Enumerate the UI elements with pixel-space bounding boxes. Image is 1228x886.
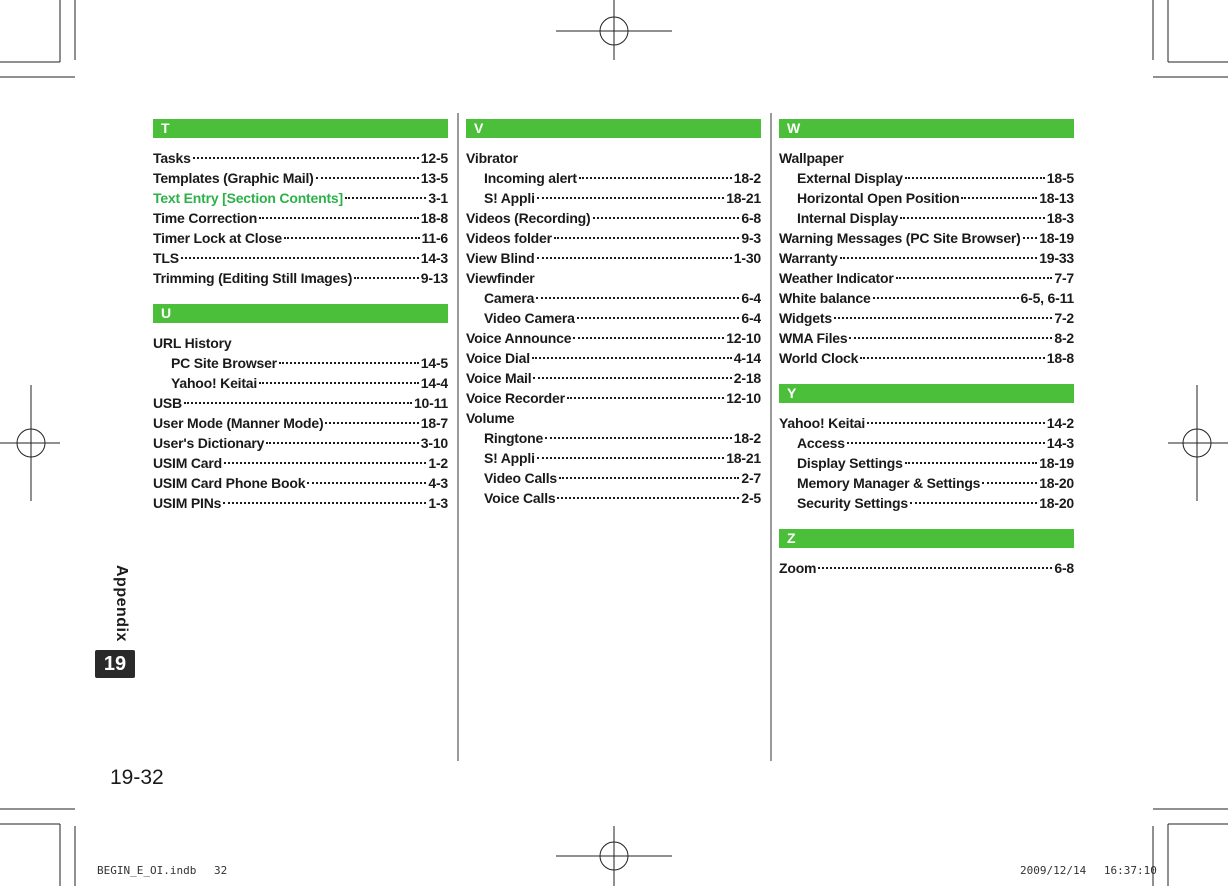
leader-dots: [847, 442, 1045, 444]
entry-term: User's Dictionary: [153, 435, 265, 451]
entry-term: Viewfinder: [466, 270, 535, 286]
leader-dots: [905, 462, 1037, 464]
index-subentry: [779, 208, 1074, 228]
entry-page-ref: 18-19: [1039, 230, 1074, 246]
leader-dots: [545, 437, 732, 439]
index-column-1: [153, 119, 448, 513]
index-entry: [153, 148, 448, 168]
entry-term: WMA Files: [779, 330, 848, 346]
entry-term: S! Appli: [484, 450, 535, 466]
page-number: 19-32: [110, 766, 164, 789]
entry-page-ref: 13-5: [420, 170, 448, 186]
entry-term: Voice Calls: [484, 490, 556, 506]
section-header-w: W: [779, 119, 1074, 138]
section-spacer: [779, 513, 1074, 529]
leader-dots: [532, 357, 732, 359]
leader-dots: [316, 177, 419, 179]
leader-dots: [579, 177, 732, 179]
entry-term: Display Settings: [797, 455, 903, 471]
entry-page-ref: 14-4: [420, 375, 448, 391]
leader-dots: [559, 477, 739, 479]
leader-dots: [259, 217, 419, 219]
index-subentry: [779, 493, 1074, 513]
leader-dots: [193, 157, 419, 159]
leader-dots: [536, 297, 739, 299]
index-subentry: [779, 433, 1074, 453]
entry-term: White balance: [779, 290, 871, 306]
entry-term: Yahoo! Keitai: [171, 375, 258, 391]
entry-term: Wallpaper: [779, 150, 844, 166]
index-entry: [153, 228, 448, 248]
entry-term: Timer Lock at Close: [153, 230, 282, 246]
index-entry: [153, 168, 448, 188]
leader-dots: [567, 397, 724, 399]
leader-dots: [860, 357, 1045, 359]
entry-page-ref: 18-8: [420, 210, 448, 226]
leader-dots: [557, 497, 739, 499]
entry-page-ref: 14-5: [420, 355, 448, 371]
leader-dots: [554, 237, 740, 239]
index-subentry: [153, 353, 448, 373]
index-subentry: [466, 448, 761, 468]
index-entry: [153, 473, 448, 493]
entry-term: Zoom: [779, 560, 817, 576]
section-header-y: Y: [779, 384, 1074, 403]
index-entry: [153, 208, 448, 228]
index-entry: [466, 228, 761, 248]
leader-dots: [840, 257, 1038, 259]
leader-dots: [910, 502, 1037, 504]
index-entry: [779, 268, 1074, 288]
entry-term: S! Appli: [484, 190, 535, 206]
entry-page-ref: 18-21: [726, 450, 761, 466]
section-header-v: V: [466, 119, 761, 138]
entry-page-ref: 18-2: [733, 430, 761, 446]
leader-dots: [577, 317, 740, 319]
index-subentry: [779, 453, 1074, 473]
index-entry: [779, 308, 1074, 328]
entry-page-ref: 7-7: [1054, 270, 1074, 286]
section-spacer: [779, 368, 1074, 384]
leader-dots: [533, 377, 731, 379]
chapter-label: Appendix: [113, 565, 130, 642]
leader-dots: [354, 277, 419, 279]
entry-page-ref: 2-18: [733, 370, 761, 386]
entry-page-ref: 12-5: [420, 150, 448, 166]
entry-term: Ringtone: [484, 430, 544, 446]
entry-term: USIM PINs: [153, 495, 222, 511]
leader-dots: [867, 422, 1045, 424]
entry-term: Access: [797, 435, 845, 451]
entry-term: PC Site Browser: [171, 355, 277, 371]
leader-dots: [873, 297, 1019, 299]
entry-term: Weather Indicator: [779, 270, 894, 286]
index-subentry: [779, 473, 1074, 493]
entry-term: User Mode (Manner Mode): [153, 415, 324, 431]
leader-dots: [818, 567, 1052, 569]
leader-dots: [266, 442, 419, 444]
entry-page-ref: 1-2: [428, 455, 448, 471]
leader-dots: [307, 482, 426, 484]
entry-page-ref: 10-11: [413, 395, 448, 411]
leader-dots: [345, 197, 426, 199]
leader-dots: [537, 257, 732, 259]
entry-term: TLS: [153, 250, 179, 266]
entry-term: Templates (Graphic Mail): [153, 170, 314, 186]
index-entry: [466, 408, 761, 428]
entry-page-ref: 9-3: [741, 230, 761, 246]
index-subentry: [466, 308, 761, 328]
entry-term: Incoming alert: [484, 170, 577, 186]
entry-page-ref: 18-7: [420, 415, 448, 431]
index-subentry: [779, 188, 1074, 208]
leader-dots: [537, 197, 724, 199]
entry-page-ref: 18-3: [1046, 210, 1074, 226]
entry-term: Voice Announce: [466, 330, 572, 346]
leader-dots: [849, 337, 1052, 339]
leader-dots: [181, 257, 419, 259]
entry-term: USIM Card: [153, 455, 222, 471]
entry-term: Widgets: [779, 310, 832, 326]
leader-dots: [573, 337, 724, 339]
entry-page-ref: 2-5: [741, 490, 761, 506]
entry-term: Voice Dial: [466, 350, 530, 366]
index-column-3: [779, 119, 1074, 578]
entry-term: URL History: [153, 335, 232, 351]
entry-term: USIM Card Phone Book: [153, 475, 306, 491]
entry-page-ref: 14-2: [1046, 415, 1074, 431]
entry-term: Trimming (Editing Still Images): [153, 270, 353, 286]
entry-page-ref: 6-8: [1054, 560, 1074, 576]
leader-dots: [961, 197, 1037, 199]
entry-page-ref: 18-13: [1039, 190, 1074, 206]
entry-term: Horizontal Open Position: [797, 190, 960, 206]
chapter-number-badge: 19: [95, 650, 135, 678]
index-entry: [153, 433, 448, 453]
entry-term: Tasks: [153, 150, 191, 166]
entry-page-ref: 19-33: [1039, 250, 1074, 266]
index-entry: [779, 328, 1074, 348]
index-column-2: [466, 119, 761, 508]
index-subentry: [779, 168, 1074, 188]
index-entry: [779, 348, 1074, 368]
index-entry: [153, 333, 448, 353]
leader-dots: [325, 422, 418, 424]
index-entry: [779, 148, 1074, 168]
leader-dots: [900, 217, 1045, 219]
entry-page-ref: 3-10: [420, 435, 448, 451]
index-entry: [779, 288, 1074, 308]
column-divider: [770, 113, 772, 761]
entry-term: Time Correction: [153, 210, 258, 226]
entry-term: World Clock: [779, 350, 859, 366]
section-spacer: [153, 288, 448, 304]
leader-dots: [834, 317, 1052, 319]
entry-term: Vibrator: [466, 150, 518, 166]
index-subentry: [466, 428, 761, 448]
index-entry: [779, 228, 1074, 248]
entry-term: USB: [153, 395, 182, 411]
leader-dots: [537, 457, 724, 459]
entry-term: View Blind: [466, 250, 535, 266]
entry-page-ref: 14-3: [1046, 435, 1074, 451]
leader-dots: [223, 502, 426, 504]
index-entry[interactable]: [153, 188, 448, 208]
entry-page-ref: 4-3: [428, 475, 448, 491]
entry-page-ref: 1-30: [733, 250, 761, 266]
index-entry: [466, 268, 761, 288]
entry-term: Videos (Recording): [466, 210, 591, 226]
index-entry: [153, 268, 448, 288]
entry-page-ref: 18-8: [1046, 350, 1074, 366]
entry-page-ref: 18-20: [1039, 475, 1074, 491]
entry-page-ref: 9-13: [420, 270, 448, 286]
entry-term: External Display: [797, 170, 903, 186]
index-entry: [466, 148, 761, 168]
leader-dots: [279, 362, 419, 364]
leader-dots: [1023, 237, 1038, 239]
index-entry: [779, 248, 1074, 268]
entry-term: Warning Messages (PC Site Browser): [779, 230, 1021, 246]
index-subentry: [153, 373, 448, 393]
entry-term[interactable]: Text Entry [Section Contents]: [153, 190, 343, 206]
index-subentry: [466, 168, 761, 188]
entry-page-ref: 18-5: [1046, 170, 1074, 186]
entry-page-ref: 14-3: [420, 250, 448, 266]
index-entry: [466, 348, 761, 368]
section-header-z: Z: [779, 529, 1074, 548]
index-entry: [153, 453, 448, 473]
leader-dots: [224, 462, 426, 464]
entry-page-ref: 18-2: [733, 170, 761, 186]
entry-page-ref: 3-1: [428, 190, 448, 206]
print-slug-file: BEGIN_E_OI.indb 32: [97, 864, 228, 877]
index-entry: [466, 388, 761, 408]
entry-page-ref: 18-21: [726, 190, 761, 206]
entry-page-ref: 12-10: [726, 390, 761, 406]
index-entry: [779, 558, 1074, 578]
index-entry: [153, 493, 448, 513]
entry-term: Videos folder: [466, 230, 552, 246]
index-entry: [466, 368, 761, 388]
entry-page-ref: 12-10: [726, 330, 761, 346]
index-entry: [153, 393, 448, 413]
entry-term: Memory Manager & Settings: [797, 475, 981, 491]
entry-term: Internal Display: [797, 210, 899, 226]
leader-dots: [593, 217, 740, 219]
index-subentry: [466, 468, 761, 488]
index-entry: [153, 413, 448, 433]
index-entry: [466, 248, 761, 268]
entry-page-ref: 18-19: [1039, 455, 1074, 471]
entry-page-ref: 2-7: [741, 470, 761, 486]
entry-page-ref: 11-6: [421, 230, 448, 246]
index-subentry: [466, 488, 761, 508]
leader-dots: [184, 402, 412, 404]
index-entry: [153, 248, 448, 268]
leader-dots: [982, 482, 1037, 484]
entry-page-ref: 6-5, 6-11: [1020, 290, 1074, 306]
entry-term: Voice Mail: [466, 370, 532, 386]
index-entry: [466, 208, 761, 228]
entry-page-ref: 18-20: [1039, 495, 1074, 511]
entry-term: Security Settings: [797, 495, 908, 511]
entry-term: Video Camera: [484, 310, 575, 326]
column-divider: [457, 113, 459, 761]
entry-page-ref: 1-3: [428, 495, 448, 511]
leader-dots: [905, 177, 1045, 179]
entry-page-ref: 7-2: [1054, 310, 1074, 326]
entry-term: Video Calls: [484, 470, 558, 486]
entry-page-ref: 6-4: [741, 290, 761, 306]
index-subentry: [466, 188, 761, 208]
leader-dots: [284, 237, 420, 239]
section-header-t: T: [153, 119, 448, 138]
entry-term: Voice Recorder: [466, 390, 565, 406]
leader-dots: [259, 382, 419, 384]
entry-term: Volume: [466, 410, 515, 426]
entry-term: Yahoo! Keitai: [779, 415, 866, 431]
section-header-u: U: [153, 304, 448, 323]
print-slug-timestamp: 2009/12/14 16:37:10: [1020, 864, 1157, 877]
entry-page-ref: 6-8: [741, 210, 761, 226]
entry-page-ref: 8-2: [1054, 330, 1074, 346]
entry-page-ref: 6-4: [741, 310, 761, 326]
entry-term: Warranty: [779, 250, 838, 266]
index-entry: [466, 328, 761, 348]
entry-page-ref: 4-14: [733, 350, 761, 366]
index-subentry: [466, 288, 761, 308]
leader-dots: [896, 277, 1053, 279]
index-entry: [779, 413, 1074, 433]
entry-term: Camera: [484, 290, 535, 306]
